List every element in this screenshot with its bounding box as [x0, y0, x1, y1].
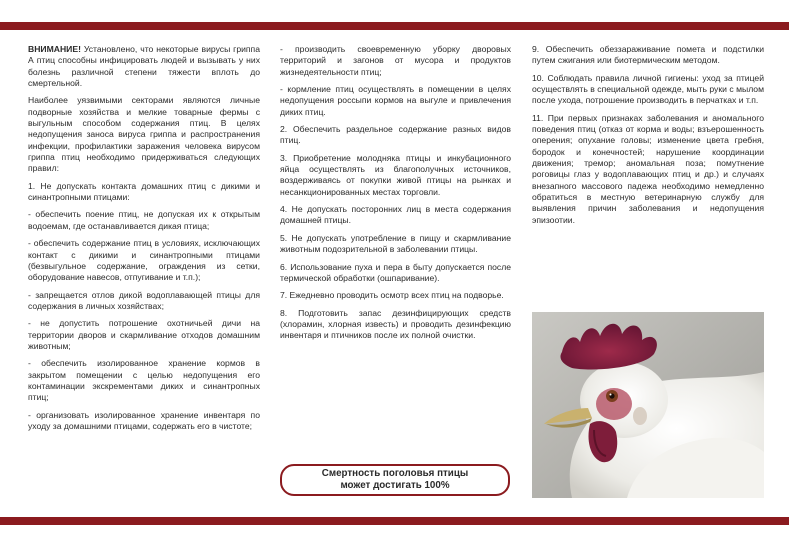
column-right [532, 44, 764, 232]
rule-item: 6. Использование пуха и пера в быту допускается после термической обработки (ошпаривание). [280, 261, 511, 283]
list-item: - запрещается отлов дикой водоплавающей птицы для содержания в личных хозяйствах; [28, 289, 260, 311]
list-item: - не допустить потрошение охотничьей дичи на территории дворов и скармливание отходов домашним животным; [28, 318, 260, 351]
warning-lead: ВНИМАНИЕ! [28, 44, 81, 54]
rule-item: 5. Не допускать употребление в пищу и скармливание животным подозрительной в заболевании птицы. [280, 232, 511, 255]
rule-item: 7. Ежедневно проводить осмотр всех птиц на подворье. [280, 290, 504, 301]
mortality-callout [280, 464, 510, 496]
rule-item: 8. Подготовить запас дезинфицирующих средств (хлорамин, хлорная известь) и проводить дезинфекцию инвентаря и птичников после их полной очистки. [280, 307, 511, 341]
list-item: - обеспечить содержание птиц в условиях, исключающих контакт с дикими и синантропными птицами (безвыгульное содержание, ограждения из сетки, оборудование навесов, отпугивание и т.п.); [28, 238, 260, 283]
warning-paragraph [28, 44, 260, 89]
rule-item: 9. Обеспечить обеззараживание помета и подстилки путем сжигания или биотермическим методом. [532, 44, 764, 66]
chicken-illustration [532, 312, 764, 498]
column-left [28, 44, 260, 438]
list-item: - кормление птиц осуществлять в помещении в целях недопущения россыпи кормов на выгуле и привлечения диких птиц. [280, 84, 511, 117]
list-item: - обеспечить поение птиц, не допуская их к открытым водоемам, где останавливается дикая птица; [28, 209, 260, 231]
list-item: - обеспечить изолированное хранение кормов в закрытом помещении с целью недопущения его контаминации экскрементами диких и синантропных птиц; [28, 358, 260, 403]
callout-line-2: может достигать 100% [340, 480, 450, 491]
bottom-accent-bar [0, 517, 789, 525]
chicken-photo [532, 312, 764, 498]
column-middle [280, 44, 511, 348]
top-accent-bar [0, 22, 789, 30]
callout-line-1: Смертность поголовья птицы [321, 468, 469, 479]
warning-text: Установлено, что некоторые вирусы гриппа А птиц способны инфицировать людей и вызывать у них болезнь различной степени тяжести вплоть до смертельной. [28, 44, 260, 89]
paragraph: 1. Не допускать контакта домашних птиц с дикими и синантропными птицами: [28, 180, 260, 203]
rule-item: 2. Обеспечить раздельное содержание разных видов птиц. [280, 124, 511, 146]
rule-item: 10. Соблюдать правила личной гигиены: уход за птицей осуществлять в специальной одежде, мыть руки с мылом после ухода, потрошение производить в перчатках и т.п. [532, 72, 764, 106]
rule-item: 4. Не допускать посторонних лиц в места содержания домашней птицы. [280, 204, 511, 226]
rule-item: 3. Приобретение молодняка птицы и инкубационного яйца осуществлять из благополучных источников, воздерживаясь от покупки живой птицы на рынках и несанкционированных местах торговли. [280, 152, 511, 197]
paragraph: Наиболее уязвимыми секторами являются личные подворные хозяйства и мелкие товарные фермы с выгульным способом содержания птиц. В целях недопущения заноса вируса гриппа и распространения инфекции, профилактики заражения человека вирусом гриппа птиц необходимо придерживаться следующих правил: [28, 95, 260, 174]
rule-item: 11. При первых признаках заболевания и аномального поведения птиц (отказ от корма и воды; взъерошенность оперения; опухание головы; изменение цвета гребня, бородок и конечностей; нарушение координации движения; тремор; аномальная поза; помутнение роговицы глаз у водоплавающих птиц и др.) и случаях внезапного массового падежа необходимо немедленно обратиться в местную ветеринарную службу для выявления причин заболевания и недопущения эпизоотии. [532, 112, 764, 225]
list-item: - организовать изолированное хранение инвентаря по уходу за домашними птицами, содержать его в чистоте; [28, 409, 260, 431]
list-item: - производить своевременную уборку дворовых территорий и загонов от мусора и продуктов жизнедеятельности птиц; [280, 44, 511, 77]
